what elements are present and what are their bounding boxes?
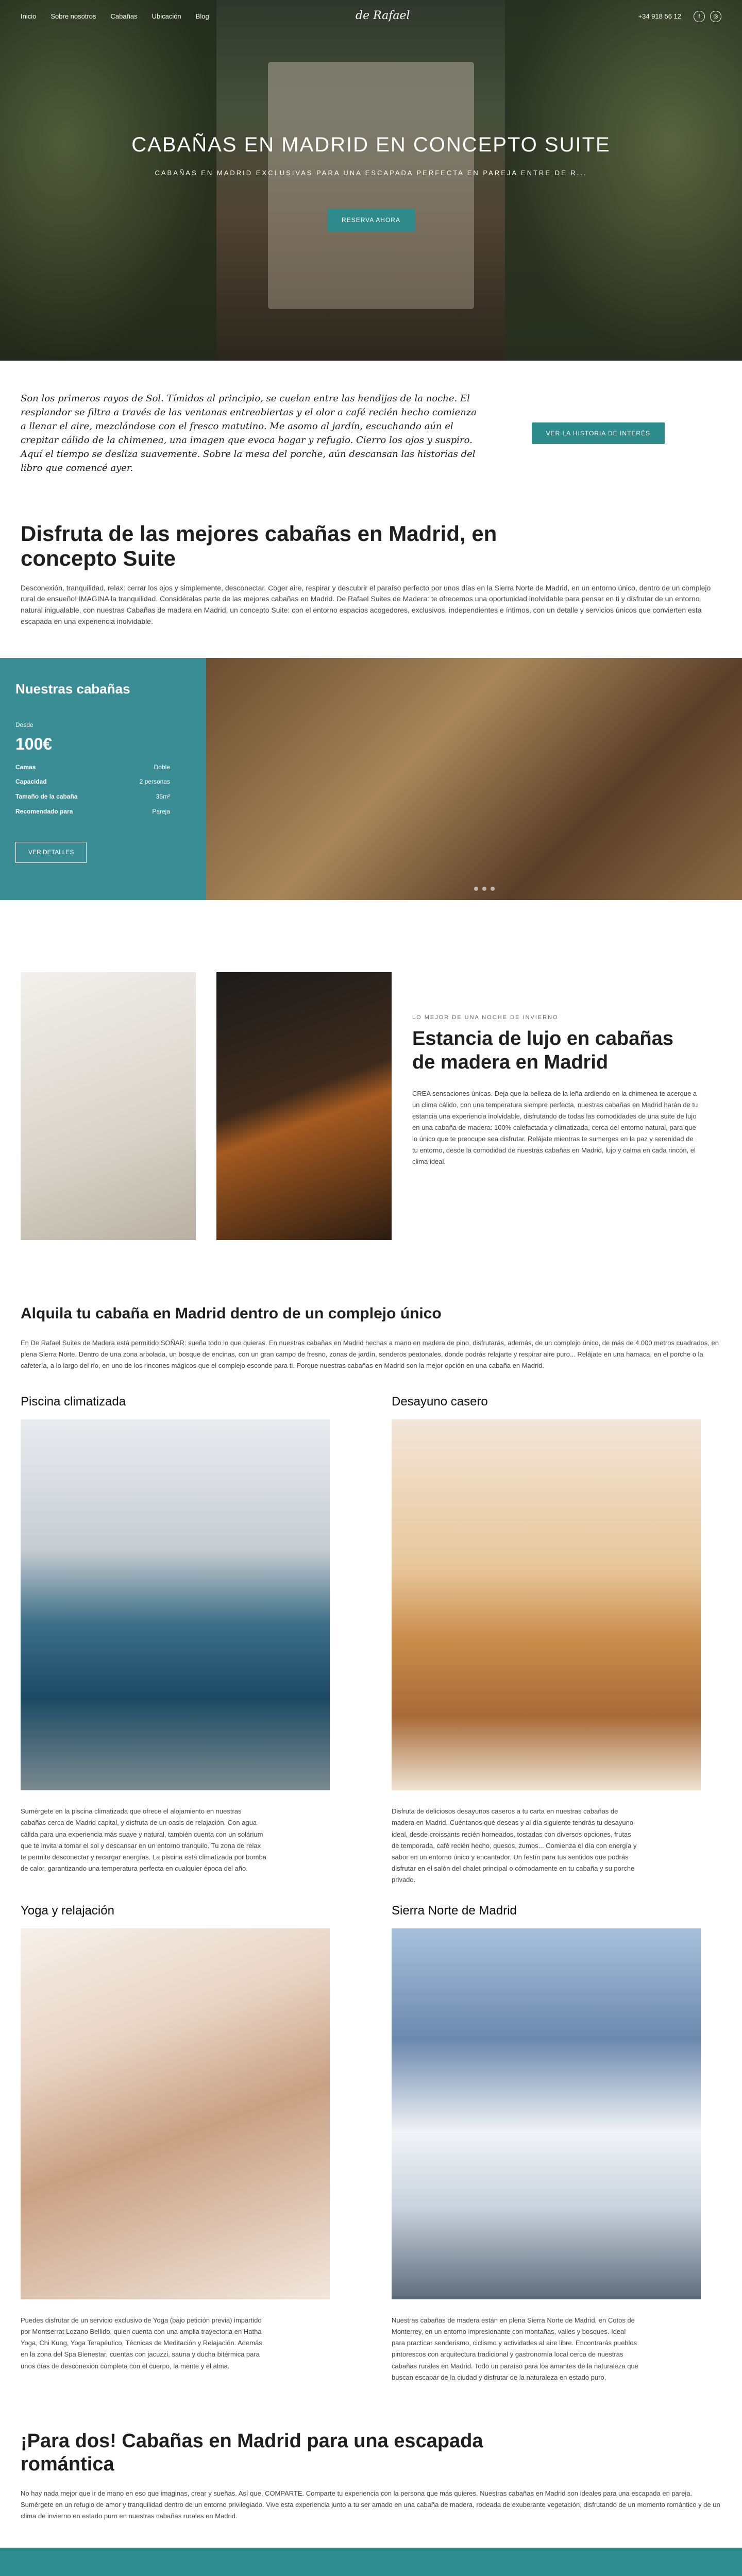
feature-text: Puedes disfrutar de un servicio exclusivo de Yoga (bajo petición previa) impartido por Montserrat Lozano Bellido, quien cuenta con una amplia trayectoria en Hatha Yoga, Chi Kung, Yoga Terapéutico, Técnicas de Meditación y Relajación. Además en la zona del Spa Bienestar, cuentas con jacuzzi, sauna y ducha bitérmica para unos días de desconexión completa con el cuerpo, la mente y el alma. — [21, 2316, 262, 2370]
feature-title: Sierra Norte de Madrid — [392, 1903, 517, 1918]
feature-text: Nuestras cabañas de madera están en plena Sierra Norte de Madrid, en Cotos de Monterrey, en un entorno impresionante con montañas, valles y bosques. Ideal para practicar senderismo, ciclismo y actividades al aire libre. Encontrarás pueblos pintorescos con arquitectura tradicional y gastronomía local cerca de nuestras cabañas rurales en Madrid. Todo un paraíso para los amantes de la naturaleza que buscan escapar de la ciudad y disfrutar de la naturaleza en estado puro. — [392, 2316, 638, 2381]
spec-row: Tamaño de la cabaña 35m² — [15, 793, 170, 801]
hero-section — [0, 0, 742, 361]
bed-image — [21, 972, 196, 1240]
unique-text: En De Rafael Suites de Madera está permitido SOÑAR: sueña todo lo que quieras. En nuestras cabañas en Madrid hechas a mano en madera de pino, disfrutarás, además, de un complejo único, de más de 4.000 metros cuadrados, en plena Sierra Norte. Dentro de una zona arbolada, un bosque de encinas, con un gran campo de fresno, zonas de jardín, senderos peatonales, donde podrás relajarte y respirar aire puro... Relájate en una hamaca, en el porche o la cafetería, a lo largo del río, en uno de los rincones mágicos que el complejo esconde para ti. Porque nuestras cabañas en Madrid son la mejor opción en una cabaña en Madrid. — [21, 1338, 719, 1370]
nav-link-inicio[interactable]: Inicio — [21, 12, 37, 20]
facebook-icon[interactable]: f — [694, 11, 705, 22]
mountain-image — [392, 1928, 701, 2299]
price-label: Desde — [15, 721, 33, 728]
feature-text: Sumérgete en la piscina climatizada que ofrece el alojamiento en nuestras cabañas cerca de Madrid capital, y disfruta de un oasis de relajación. Con agua cálida para una experiencia más suave y natural, también cuenta con un solárium que te invita a tomar el sol y descansar en un entorno tranquilo. Tu zona de relax te permite desconectar y recargar energías. La piscina está climatizada por bomba de calor, garantizando una temperatura perfecta en cualquier época del año. — [21, 1807, 266, 1872]
spec-row: Camas Doble — [15, 763, 170, 771]
luxury-kicker: LO MEJOR DE UNA NOCHE DE INVIERNO — [412, 1014, 559, 1021]
instagram-icon[interactable]: ◎ — [710, 11, 721, 22]
cabins-title: Nuestras cabañas — [15, 681, 130, 697]
story-button[interactable]: VER LA HISTORIA DE INTERÉS — [532, 422, 665, 445]
price-value: 100€ — [15, 735, 53, 754]
pool-image — [21, 1419, 330, 1790]
details-button[interactable]: VER DETALLES — [15, 842, 87, 863]
unique-section — [0, 1271, 742, 1371]
enjoy-section — [0, 506, 742, 642]
feature-text: Disfruta de deliciosos desayunos caseros a tu carta en nuestras cabañas de madera en Madrid. Cuéntanos qué deseas y al día siguiente tendrás tu desayuno ideal, desde croissants recién horneados, tostadas con diversos opciones, frutas de temporada, café recién hecho, quesos, zumos... Comienza el día con energía y sabor en un entorno único y encantador. Un festín para tus sentidos que podrás disfrutar en el salón del chalet principal o cómodamente en tu cabaña y su porche privado. — [392, 1807, 637, 1884]
spec-row: Capacidad 2 personas — [15, 778, 170, 786]
breakfast-image — [392, 1419, 701, 1790]
intro-text: Son los primeros rayos de Sol. Tímidos al principio, se cuelan entre las hendijas de la noche. El resplandor se filtra a través de las ventanas entreabiertas y el olor a café recién hecho comienza a llenar el aire, mezclándose con el fresco matutino. Me asomo al jardín, escuchando aún el crepitar cálido de la chimenea, una imagen que evoca hogar y refugio. Cierro los ojos y suspiro. Aquí el tiempo se desliza suavemente. Sobre la mesa del porche, aún descansan las historias del libro que comencé ayer. — [21, 393, 477, 473]
enjoy-title: Disfruta de las mejores cabañas en Madrid, en concepto Suite — [21, 521, 497, 571]
unique-title: Alquila tu cabaña en Madrid dentro de un complejo único — [21, 1305, 442, 1323]
nav-link-blog[interactable]: Blog — [195, 12, 209, 20]
feature-yoga — [21, 1901, 330, 2383]
nav-link-cabins[interactable]: Cabañas — [110, 12, 138, 20]
phone-number[interactable]: +34 918 56 12 — [638, 12, 681, 20]
luxury-section — [0, 900, 742, 1271]
spec-row: Recomendado para Pareja — [15, 807, 170, 815]
romantic-text: No hay nada mejor que ir de mano en eso que imaginas, crear y sueñas. Así que, COMPARTE. Comparte tu experiencia con la persona que más quieres. Nuestras cabañas en Madrid son ideales para una escapada en pareja. Sumérgete en un refugio de amor y tranquilidad dentro de un entorno privilegiado. Vive esta experiencia junto a tu ser amado en una cabaña de madera, rodeada de exuberante vegetación, disfrutando de un momento romántico y de un clima de invierno en estado puro en nuestras cabañas rurales en Madrid. — [21, 2489, 720, 2520]
romantic-title: ¡Para dos! Cabañas en Madrid para una escapada romántica — [21, 2430, 483, 2476]
romantic-section — [0, 2383, 742, 2548]
nav-link-about[interactable]: Sobre nosotros — [50, 12, 96, 20]
site-logo[interactable]: de Rafael — [356, 9, 410, 22]
cta-banner — [0, 2548, 742, 2576]
luxury-text: CREA sensaciones únicas. Deja que la belleza de la leña ardiendo en la chimenea te acerque a un clima cálido, con una temperatura siempre perfecta, nuestras cabañas en Madrid harán de tu estancia una experiencia inolvidable, disfrutando de todas las comodidades de una suite de lujo en una cabaña de madera: 100% calefactada y climatizada, cerca del entorno natural, para que lo único que te preocupe sea disfrutar. Relájate mientras te sumerges en la paz y serenidad de tu entorno, desde la comodidad de nuestras cabañas en Madrid, lujo y calma en cada rincón, el clima ideal. — [412, 1089, 698, 1166]
enjoy-text: Desconexión, tranquilidad, relax: cerrar los ojos y simplemente, desconectar. Coger aire, respirar y descubrir el paraíso perfecto por unos días en la Sierra Norte de Madrid, en un entorno único, dentro de un complejo rural de ensueño! IMAGINA la tranquilidad. Considéralas parte de las mejores cabañas en Madrid. De Rafael Suites de Madera: te ofrecemos una oportunidad inolvidable para pensar en ti y disfrutar de un entorno natural inigualable, con nuestras Cabañas de madera en Madrid, un concepto Suite: con el entorno espacios acogedores, exclusivos, independientes e íntimos, con un detalle y servicios únicos que convierten esta escapada en una experiencia inolvidable. — [21, 583, 711, 625]
nav-links — [21, 11, 638, 22]
reserve-button[interactable]: RESERVA AHORA — [327, 209, 415, 231]
feature-title: Piscina climatizada — [21, 1395, 126, 1409]
feature-sierra — [392, 1901, 701, 2383]
yoga-image — [21, 1928, 330, 2299]
carousel-dots[interactable] — [474, 887, 495, 891]
hero-subtitle: CABAÑAS EN MADRID EXCLUSIVAS PARA UNA ESCAPADA PERFECTA EN PAREJA ENTRE DE R... — [155, 169, 587, 177]
cabin-interior-carousel[interactable] — [206, 658, 742, 900]
hero-content — [0, 129, 742, 231]
top-navigation — [0, 0, 742, 33]
feature-title: Yoga y relajación — [21, 1903, 114, 1918]
nav-link-location[interactable]: Ubicación — [151, 12, 181, 20]
fireplace-image — [216, 972, 392, 1240]
cabins-section — [0, 658, 742, 900]
hero-title: CABAÑAS EN MADRID EN CONCEPTO SUITE — [131, 133, 611, 156]
cabins-info-panel — [0, 658, 206, 900]
feature-title: Desayuno casero — [392, 1395, 488, 1409]
features-grid — [0, 1371, 742, 2383]
luxury-title: Estancia de lujo en cabañas de madera en Madrid — [412, 1028, 673, 1073]
feature-pool — [21, 1392, 330, 1886]
feature-breakfast — [392, 1392, 701, 1886]
intro-section — [0, 361, 742, 506]
